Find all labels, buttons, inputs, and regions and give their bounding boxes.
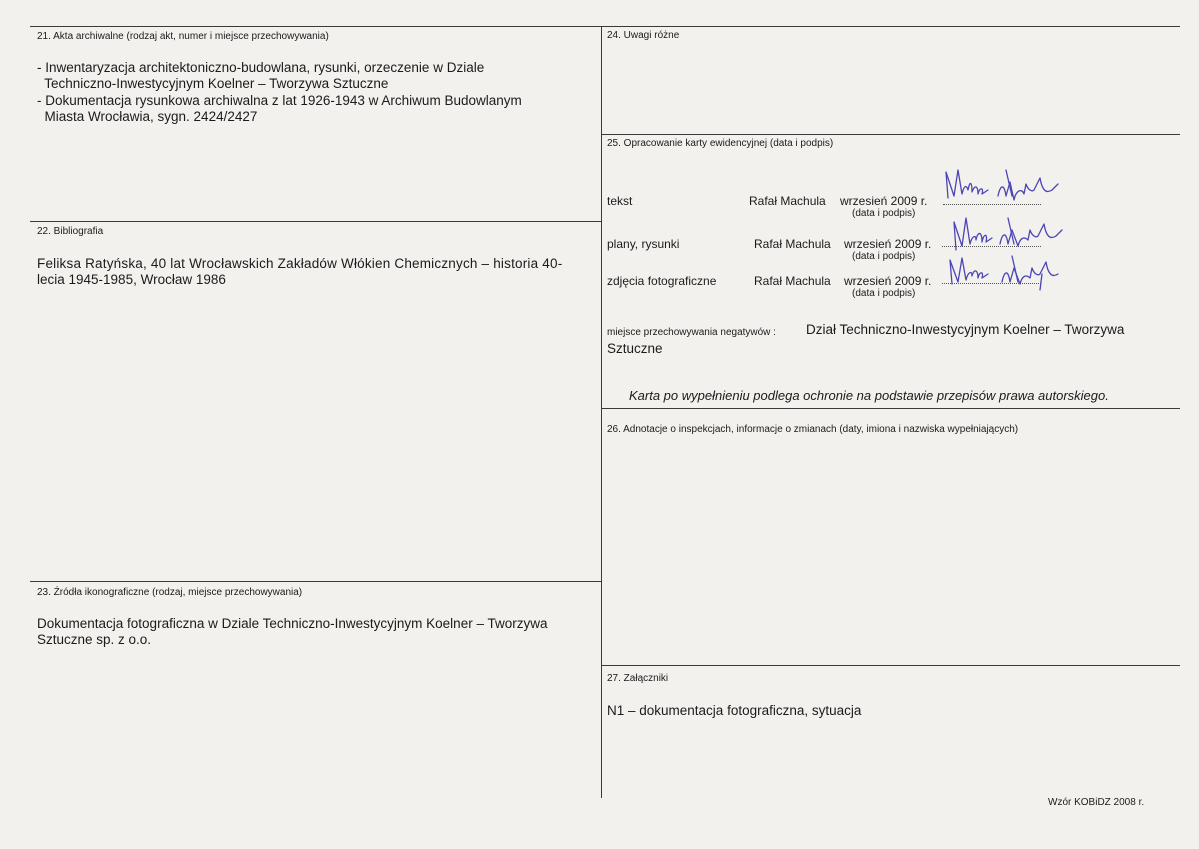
row-zdjecia-type: zdjęcia fotograficzne [607, 274, 717, 288]
section-21-line-1: - Inwentaryzacja architektoniczno-budowlana, rysunki, orzeczenie w Dziale [37, 60, 485, 75]
negatives-value-line-1: Dział Techniczno-Inwestycyjnym Koelner – Tworzywa [806, 322, 1125, 337]
copyright-notice: Karta po wypełnieniu podlega ochronie na podstawie przepisów prawa autorskiego. [629, 388, 1109, 403]
row-plany-caption: (data i podpis) [852, 251, 916, 262]
row-plany-author: Rafał Machula [754, 237, 831, 251]
row-tekst-author: Rafał Machula [749, 194, 826, 208]
center-divider [601, 26, 602, 798]
divider-25-26 [602, 408, 1180, 409]
section-23-line-1: Dokumentacja fotograficzna w Dziale Techniczno-Inwestycyjnym Koelner – Tworzywa [37, 616, 548, 631]
section-27-value: N1 – dokumentacja fotograficzna, sytuacja [607, 703, 862, 718]
form-template-footer: Wzór KOBiDZ 2008 r. [1048, 797, 1145, 808]
row-tekst-caption: (data i podpis) [852, 208, 916, 219]
divider-26-27 [602, 665, 1180, 666]
negatives-label: miejsce przechowywania negatywów : [607, 327, 776, 338]
section-21-line-2: Techniczno-Inwestycyjnym Koelner – Tworzywa Sztuczne [37, 76, 389, 91]
section-22-line-1: Feliksa Ratyńska, 40 lat Wrocławskich Zakładów Włókien Chemicznych – historia 40- [37, 256, 563, 271]
section-23-line-2: Sztuczne sp. z o.o. [37, 632, 152, 647]
section-26-label: 26. Adnotacje o inspekcjach, informacje o zmianach (daty, imiona i nazwiska wypełniających) [607, 424, 1019, 435]
signature-1 [942, 160, 1072, 210]
top-border [30, 26, 1180, 27]
divider-24-25 [602, 134, 1180, 135]
row-zdjecia-caption: (data i podpis) [852, 288, 916, 299]
row-tekst-type: tekst [607, 194, 633, 208]
row-plany-type: plany, rysunki [607, 237, 680, 251]
section-24-label: 24. Uwagi różne [607, 30, 680, 41]
divider-22-23 [30, 581, 601, 582]
row-plany-date: wrzesień 2009 r. [844, 237, 932, 251]
negatives-value-line-2: Sztuczne [607, 341, 663, 356]
section-25-label: 25. Opracowanie karty ewidencyjnej (data i podpis) [607, 138, 834, 149]
section-22-label: 22. Bibliografia [37, 226, 104, 237]
row-zdjecia-date: wrzesień 2009 r. [844, 274, 932, 288]
row-zdjecia-author: Rafał Machula [754, 274, 831, 288]
section-27-label: 27. Załączniki [607, 673, 669, 684]
section-21-line-4: Miasta Wrocławia, sygn. 2424/2427 [37, 109, 258, 124]
row-tekst-date: wrzesień 2009 r. [840, 194, 928, 208]
section-21-line-3: - Dokumentacja rysunkowa archiwalna z lat 1926-1943 w Archiwum Budowlanym [37, 93, 522, 108]
divider-21-22 [30, 221, 601, 222]
section-22-line-2: lecia 1945-1985, Wrocław 1986 [37, 272, 226, 287]
section-21-label: 21. Akta archiwalne (rodzaj akt, numer i miejsce przechowywania) [37, 31, 329, 42]
section-23-label: 23. Źródła ikonograficzne (rodzaj, miejsce przechowywania) [37, 587, 303, 598]
signature-3 [942, 244, 1072, 294]
